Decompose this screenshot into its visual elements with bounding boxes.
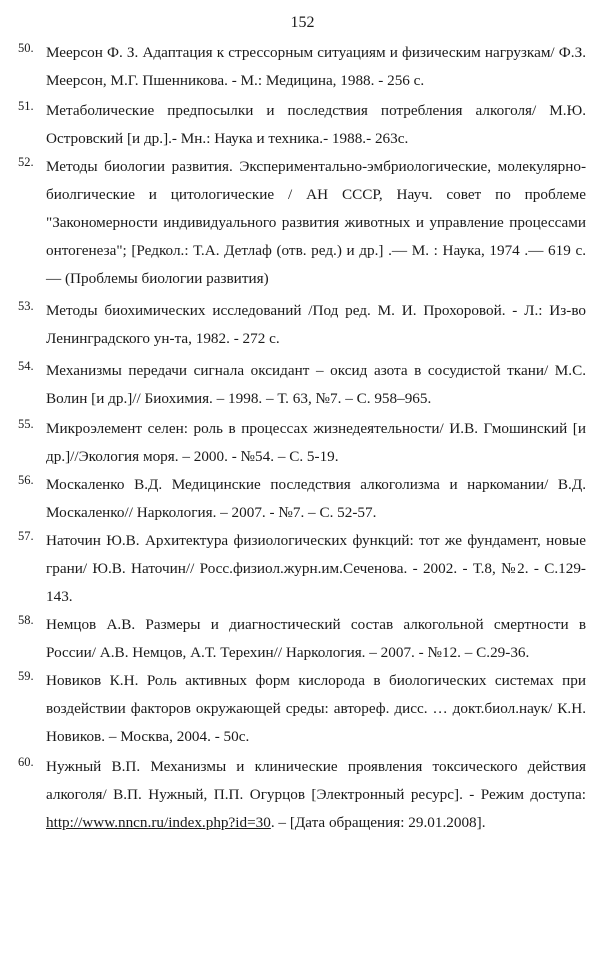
reference-number: 54. bbox=[18, 359, 34, 373]
reference-number: 58. bbox=[18, 613, 34, 627]
reference-number: 59. bbox=[18, 669, 34, 683]
reference-text-before: Нужный В.П. Механизмы и клинические проявления токсического действия алкоголя/ В.П. Нужный, П.П. Огурцов [Электронный ресурс]. - Режим доступа: bbox=[46, 758, 586, 803]
reference-text: Москаленко В.Д. Медицинские последствия алкоголизма и наркомании/ В.Д. Москаленко// Наркология. – 2007. - №7. – С. 52-57. bbox=[46, 476, 586, 521]
reference-number: 50. bbox=[18, 41, 34, 55]
reference-number: 55. bbox=[18, 417, 34, 431]
reference-number: 57. bbox=[18, 529, 34, 543]
reference-number: 56. bbox=[18, 473, 34, 487]
reference-text: Механизмы передачи сигнала оксидант – оксид азота в сосудистой ткани/ М.С. Волин [и др.]// Биохимия. – 1998. – Т. 63, №7. – С. 958–965. bbox=[46, 362, 586, 407]
reference-text-after: . – [Дата обращения: 29.01.2008]. bbox=[270, 814, 486, 831]
reference-number: 53. bbox=[18, 299, 34, 313]
reference-text: Методы биологии развития. Экспериментально-эмбриологические, молекулярно-биолгические и цитологические / АН СССР, Науч. совет по проблеме "Закономерности индивидуального развития животных и управление процессами онтогенеза"; [Редкол.: Т.А. Детлаф (отв. ред.) и др.] .— М. : Наука, 1974 .— 619 с. — (Проблемы биологии развития) bbox=[46, 158, 586, 287]
reference-number: 60. bbox=[18, 755, 34, 769]
reference-url-link[interactable]: http://www.nncn.ru/index.php?id=30 bbox=[46, 814, 271, 831]
reference-text: Метаболические предпосылки и последствия потребления алкоголя/ М.Ю. Островский [и др.].- Мн.: Наука и техника.- 1988.- 263с. bbox=[46, 102, 586, 147]
reference-text: Меерсон Ф. З. Адаптация к стрессорным ситуациям и физическим нагрузкам/ Ф.З. Меерсон, М.Г. Пшенникова. - М.: Медицина, 1988. - 256 с. bbox=[46, 44, 586, 89]
reference-text: Методы биохимических исследований /Под ред. М. И. Прохоровой. - Л.: Из-во Ленинградского ун-та, 1982. - 272 с. bbox=[46, 302, 586, 347]
reference-text: Новиков К.Н. Роль активных форм кислорода в биологических системах при воздействии факторов окружающей среды: автореф. дисс. … докт.биол.наук/ К.Н. Новиков. – Москва, 2004. - 50с. bbox=[46, 672, 586, 745]
reference-number: 51. bbox=[18, 99, 34, 113]
page-number: 152 bbox=[290, 14, 315, 31]
reference-text: Микроэлемент селен: роль в процессах жизнедеятельности/ И.В. Гмошинский [и др.]//Экология моря. – 2000. - №54. – С. 5-19. bbox=[46, 420, 586, 465]
reference-text bbox=[46, 753, 586, 837]
reference-text: Наточин Ю.В. Архитектура физиологических функций: тот же фундамент, новые грани/ Ю.В. Наточин// Росс.физиол.журн.им.Сеченова. - 2002. - Т.8, №2. - С.129-143. bbox=[46, 532, 586, 605]
reference-number: 52. bbox=[18, 155, 34, 169]
reference-text: Немцов А.В. Размеры и диагностический состав алкогольной смертности в России/ А.В. Немцов, А.Т. Терехин// Наркология. – 2007. - №12. – С.29-36. bbox=[46, 616, 586, 661]
